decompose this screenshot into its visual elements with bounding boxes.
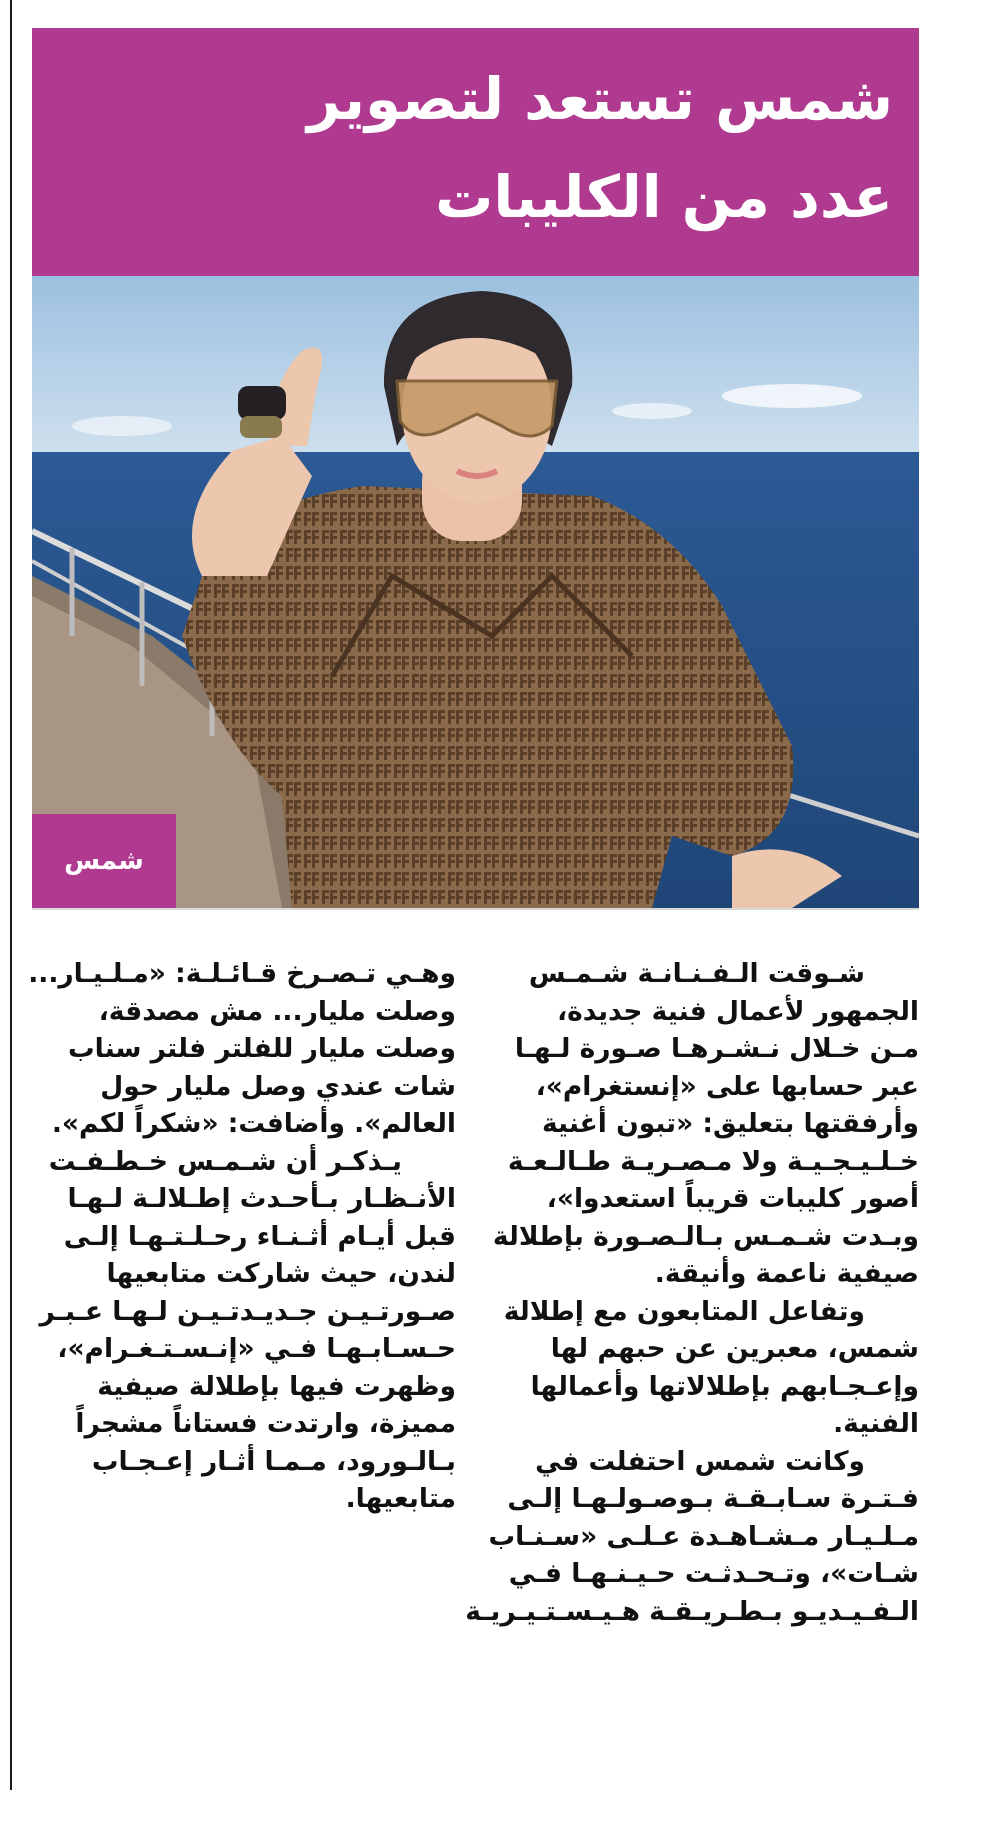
text-line: صـورتـيـن جـديـدتـيـن لـهـا عـبـر: [39, 1295, 456, 1327]
headline: [32, 28, 919, 276]
text-line: شات عندي وصل مليار حول: [100, 1070, 456, 1102]
text-line: بـالـورود، مـمـا أثـار إعـجـاب: [91, 1445, 456, 1477]
photo-caption: شمس: [32, 814, 176, 908]
text-line: صيفية ناعمة وأنيقة.: [654, 1258, 919, 1289]
column-rule: [10, 0, 12, 1790]
text-line: وهـي تـصـرخ قـائـلـة: «مـلـيـار...: [28, 958, 456, 989]
text-line: وصلت مليار... مش مصدقة،: [98, 995, 456, 1027]
text-line: وظهرت فيها بإطلالة صيفية: [97, 1370, 456, 1402]
text-line: لندن، حيث شاركت متابعيها: [106, 1258, 456, 1289]
text-line: أصور كليبات قريباً استعدوا»،: [546, 1183, 919, 1214]
article-column-right: [465, 955, 919, 1630]
text-line: خـلـيـجـيـة ولا مـصـريـة طـالـعـة: [507, 1145, 919, 1177]
text-line: وكانت شمس احتفلت في: [535, 1445, 865, 1477]
text-line: عبر حسابها على «إنستغرام»،: [535, 1070, 919, 1102]
text-line: الجمهور لأعمال فنية جديدة،: [557, 995, 919, 1027]
text-line: العالم». وأضافت: «شكراً لكم».: [51, 1108, 456, 1139]
text-line: شمس، معبرين عن حبهم لها: [550, 1333, 919, 1364]
text-line: يـذكـر أن شـمـس خـطـفـت: [48, 1145, 402, 1177]
text-line: مـن خـلال نـشـرهـا صـورة لـهـا: [514, 1033, 919, 1064]
headline-line-1: شمس تستعد لتصوير: [307, 65, 893, 133]
text-line: الـفـيـديـو بـطـريـقـة هـيـسـتـيـريـة: [465, 1595, 919, 1627]
text-line: وصلت مليار للفلتر فلتر سناب: [68, 1033, 456, 1064]
text-line: وأرفقتها بتعليق: «تبون أغنية: [541, 1108, 919, 1139]
text-line: شـات»، وتـحـدثـت حـيـنـهـا فـي: [508, 1558, 919, 1589]
text-line: فـتـرة سـابـقـة بـوصـولـهـا إلـى: [507, 1483, 919, 1514]
text-line: وتفاعل المتابعون مع إطلالة: [503, 1295, 865, 1327]
text-line: وبـدت شـمـس بـالـصـورة بإطلالة: [492, 1220, 919, 1252]
text-line: الأنـظـار بـأحـدث إطـلالـة لـهـا: [67, 1183, 456, 1214]
article-column-left: [28, 955, 456, 1518]
text-line: الفنية.: [833, 1408, 919, 1439]
headline-line-2: عدد من الكليبات: [435, 163, 893, 231]
text-line: مـلـيـار مـشـاهـدة عـلـى «سـنـاب: [488, 1520, 919, 1552]
text-line: وإعـجـابهم بإطلالاتها وأعمالها: [530, 1370, 919, 1402]
text-line: حـسـابـهـا فـي «إنـسـتـغـرام»،: [57, 1333, 456, 1364]
text-line: متابعيها.: [345, 1483, 456, 1514]
text-line: شـوقت الـفـنـانـة شـمـس: [528, 958, 865, 989]
text-line: مميزة، وارتدت فستاناً مشجراً: [75, 1408, 456, 1439]
text-line: قبل أيـام أثـنـاء رحـلـتـهـا إلـى: [63, 1220, 456, 1252]
